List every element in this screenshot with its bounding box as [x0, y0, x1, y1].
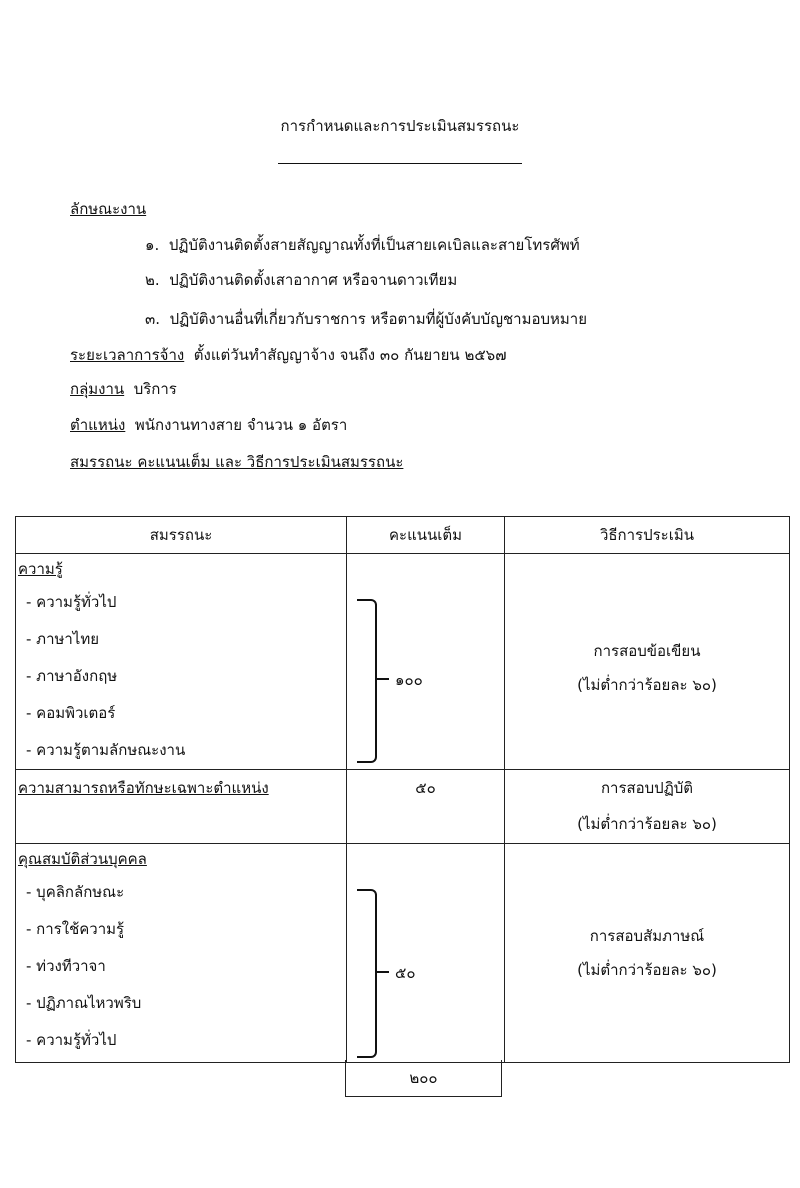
competency-item: - ภาษาอังกฤษ — [26, 667, 118, 685]
competency-cell — [16, 770, 347, 844]
brace-bracket — [357, 599, 377, 763]
score-value: ๕๐ — [347, 770, 505, 844]
position-label: ตำแหน่ง — [70, 416, 126, 434]
score-value: ๑๐๐ — [395, 671, 423, 689]
brace-tick — [375, 678, 389, 680]
header-method: วิธีการประเมิน — [505, 517, 790, 554]
table-row — [16, 554, 790, 770]
position-value: พนักงานทางสาย จำนวน ๑ อัตรา — [134, 416, 348, 434]
method-label: การสอบสัมภาษณ์ — [589, 927, 705, 945]
title-underline — [278, 163, 522, 164]
competency-heading: คุณสมบัติส่วนบุคคล — [18, 850, 147, 868]
method-label: การสอบปฏิบัติ — [600, 779, 694, 797]
competency-item: - ความรู้ตามลักษณะงาน — [26, 741, 186, 759]
competency-cell — [16, 554, 347, 770]
job-item-text: ปฏิบัติงานติดตั้งเสาอากาศ หรือจานดาวเทียม — [169, 271, 458, 289]
header-score: คะแนนเต็ม — [347, 517, 505, 554]
table-row — [16, 844, 790, 1063]
competency-cell — [16, 844, 347, 1063]
competency-item: - ภาษาไทย — [26, 630, 100, 648]
job-item-text: ปฏิบัติงานอื่นที่เกี่ยวกับราชการ หรือตามที่ผู้บังคับบัญชามอบหมาย — [169, 310, 587, 328]
competency-item: - ความรู้ทั่วไป — [26, 1031, 117, 1049]
competency-item: - บุคลิกลักษณะ — [26, 883, 125, 901]
total-score: ๒๐๐ — [345, 1060, 502, 1097]
employment-period-label: ระยะเวลาการจ้าง — [70, 346, 185, 364]
job-nature-label: ลักษณะงาน — [70, 200, 147, 218]
method-criteria: (ไม่ต่ำกว่าร้อยละ ๖๐) — [577, 815, 717, 833]
competency-heading: ความสามารถหรือทักษะเฉพาะตำแหน่ง — [18, 779, 269, 797]
brace-tick — [375, 971, 389, 973]
header-competency: สมรรถนะ — [16, 517, 347, 554]
job-item-2 — [145, 268, 457, 292]
position — [70, 413, 347, 437]
document-title: การกำหนดและการประเมินสมรรถนะ — [280, 117, 520, 135]
job-item-text: ปฏิบัติงานติดตั้งสายสัญญาณทั้งที่เป็นสายเคเบิลและสายโทรศัพท์ — [168, 236, 580, 254]
method-cell — [505, 554, 790, 770]
method-criteria: (ไม่ต่ำกว่าร้อยละ ๖๐) — [577, 676, 717, 694]
job-item-num: ๑. — [145, 236, 160, 254]
section-heading: สมรรถนะ คะแนนเต็ม และ วิธีการประเมินสมรรถนะ — [70, 453, 404, 471]
score-cell — [347, 554, 505, 770]
score-value: ๕๐ — [395, 964, 416, 982]
method-label: การสอบข้อเขียน — [593, 642, 701, 660]
work-group-label: กลุ่มงาน — [70, 380, 125, 398]
table-header-row — [16, 517, 790, 554]
job-item-num: ๒. — [145, 271, 160, 289]
work-group-value: บริการ — [133, 380, 177, 398]
competency-item: - ปฏิภาณไหวพริบ — [26, 994, 142, 1012]
method-cell — [505, 770, 790, 844]
competency-item: - ความรู้ทั่วไป — [26, 593, 117, 611]
score-cell — [347, 844, 505, 1063]
competency-item: - ท่วงทีวาจา — [26, 957, 106, 975]
competency-heading: ความรู้ — [18, 560, 63, 578]
work-group — [70, 377, 177, 401]
brace-bracket — [357, 889, 377, 1058]
employment-period-value: ตั้งแต่วันทำสัญญาจ้าง จนถึง ๓๐ กันยายน ๒๕๖๗ — [193, 346, 507, 364]
job-item-1 — [145, 233, 580, 257]
competency-item: - การใช้ความรู้ — [26, 920, 125, 938]
competency-table — [15, 516, 790, 1063]
table-row — [16, 770, 790, 844]
job-item-3 — [145, 307, 587, 331]
job-item-num: ๓. — [145, 310, 161, 328]
method-cell — [505, 844, 790, 1063]
employment-period — [70, 343, 506, 367]
method-criteria: (ไม่ต่ำกว่าร้อยละ ๖๐) — [577, 961, 717, 979]
competency-item: - คอมพิวเตอร์ — [26, 704, 116, 722]
